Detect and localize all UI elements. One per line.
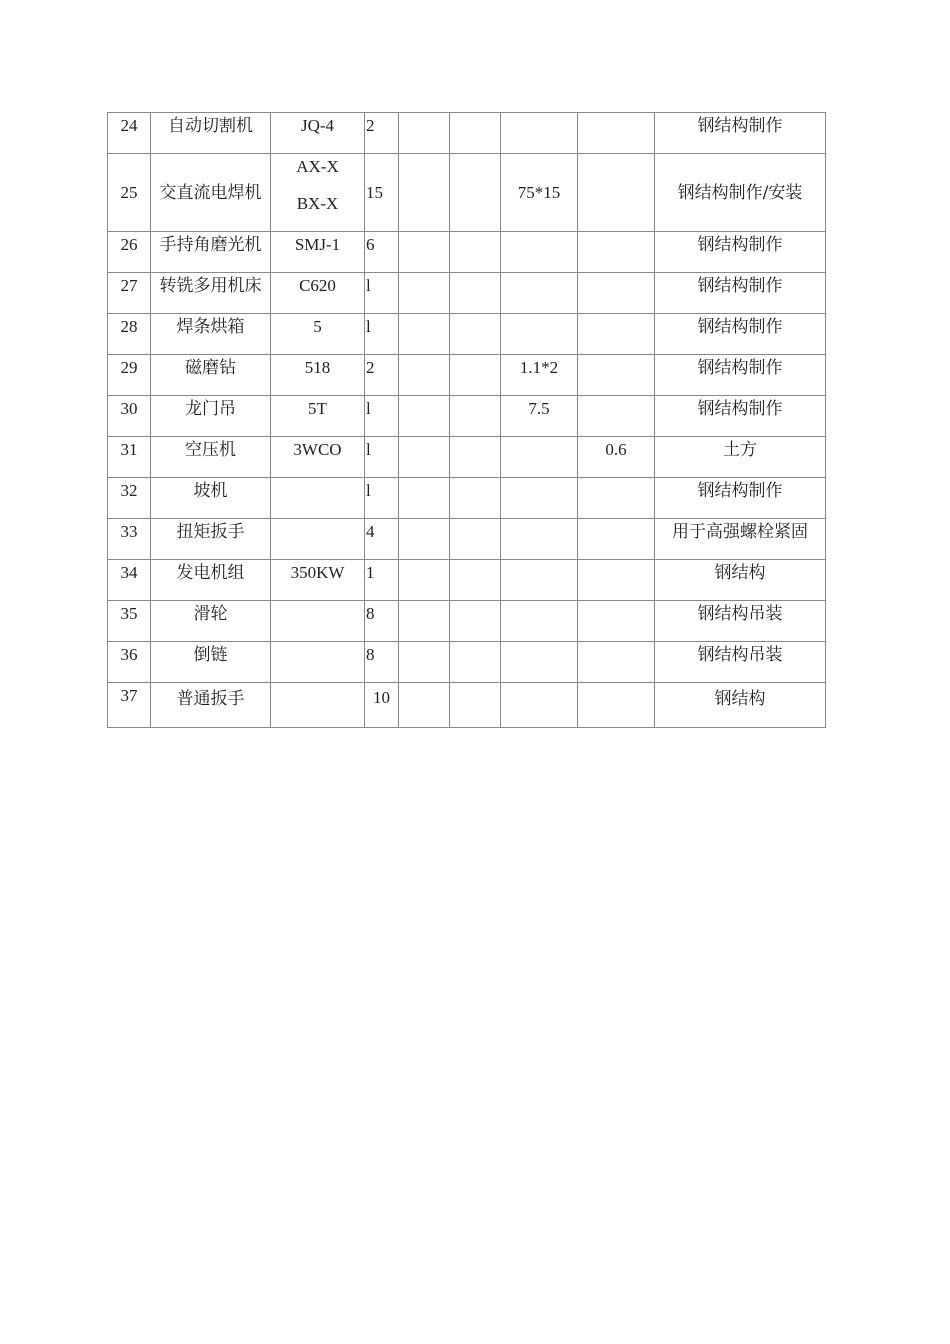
table-row — [108, 560, 826, 601]
model-text: 3WCO — [293, 440, 342, 459]
cell-equipment-name — [151, 314, 271, 355]
cell-equipment-name — [151, 642, 271, 683]
table-row — [108, 396, 826, 437]
cell-usage-text: 钢结构吊装 — [697, 645, 783, 665]
model-text: SMJ-1 — [294, 235, 341, 254]
table-row — [108, 113, 826, 154]
cell-model — [271, 601, 365, 642]
cell-equipment-name — [151, 355, 271, 396]
cell-equipment-name-text: 坡机 — [193, 481, 228, 501]
table-row — [108, 642, 826, 683]
cell-col6 — [450, 601, 501, 642]
table-row — [108, 355, 826, 396]
cell-usage-text: 钢结构制作 — [697, 235, 783, 255]
cell-equipment-name — [151, 601, 271, 642]
equipment-table — [107, 112, 826, 728]
cell-col6 — [450, 355, 501, 396]
cell-usage-text: 土方 — [723, 440, 757, 460]
cell-number-text: 26 — [120, 235, 138, 254]
cell-usage — [655, 519, 826, 560]
cell-number-text: 24 — [120, 116, 138, 135]
cell-usage — [655, 273, 826, 314]
cell-col6 — [450, 396, 501, 437]
cell-power — [501, 642, 578, 683]
cell-quantity — [365, 683, 399, 728]
cell-quantity — [365, 273, 399, 314]
cell-model — [271, 478, 365, 519]
cell-col5 — [399, 113, 450, 154]
cell-power — [501, 113, 578, 154]
cell-col6 — [450, 113, 501, 154]
table-row — [108, 478, 826, 519]
model-text: 5 — [313, 317, 322, 336]
cell-quantity — [365, 154, 399, 232]
cell-model — [271, 683, 365, 728]
cell-number — [108, 478, 151, 519]
cell-number-text: 37 — [120, 686, 138, 705]
equipment-table-body — [108, 113, 826, 728]
model-text: AX-X — [296, 157, 339, 176]
cell-usage-text: 钢结构制作 — [697, 116, 783, 136]
cell-number — [108, 314, 151, 355]
cell-usage — [655, 232, 826, 273]
cell-quantity-text: 1 — [366, 563, 375, 582]
cell-power — [501, 154, 578, 232]
cell-quantity — [365, 314, 399, 355]
cell-number-text: 27 — [120, 276, 138, 295]
cell-number — [108, 232, 151, 273]
cell-number-text: 30 — [120, 399, 138, 418]
cell-quantity — [365, 478, 399, 519]
cell-quantity-text: 15 — [366, 182, 383, 202]
cell-number-text: 31 — [120, 440, 138, 459]
model-text: 518 — [304, 358, 331, 377]
cell-quantity — [365, 560, 399, 601]
cell-equipment-name-text: 焊条烘箱 — [176, 317, 245, 337]
cell-quantity-text: 4 — [366, 522, 375, 541]
model-text: BX-X — [296, 194, 339, 213]
cell-quantity-text: 6 — [366, 235, 375, 254]
cell-col5 — [399, 273, 450, 314]
cell-number-text: 34 — [120, 563, 138, 582]
cell-usage — [655, 113, 826, 154]
cell-equipment-name-text: 滑轮 — [193, 604, 228, 624]
cell-number-text: 36 — [120, 645, 138, 664]
cell-col5 — [399, 642, 450, 683]
cell-col5 — [399, 560, 450, 601]
cell-col8 — [578, 560, 655, 601]
cell-quantity-text: 2 — [366, 116, 375, 135]
cell-power-text: 1.1*2 — [519, 358, 559, 377]
cell-number-text: 25 — [120, 182, 138, 202]
cell-usage — [655, 314, 826, 355]
cell-col6 — [450, 519, 501, 560]
cell-number — [108, 560, 151, 601]
cell-quantity-text: 8 — [366, 604, 375, 623]
cell-quantity — [365, 642, 399, 683]
cell-equipment-name-text: 自动切割机 — [168, 116, 253, 136]
cell-model — [271, 154, 365, 232]
cell-usage — [655, 478, 826, 519]
cell-power — [501, 683, 578, 728]
cell-col5 — [399, 314, 450, 355]
cell-usage-text: 钢结构制作 — [697, 399, 783, 419]
cell-usage — [655, 355, 826, 396]
cell-col6 — [450, 642, 501, 683]
table-row — [108, 232, 826, 273]
table-row — [108, 601, 826, 642]
cell-col8 — [578, 232, 655, 273]
cell-usage — [655, 560, 826, 601]
cell-quantity-text: l — [366, 276, 371, 295]
cell-equipment-name-text: 倒链 — [193, 645, 228, 665]
cell-number-text: 28 — [120, 317, 138, 336]
cell-col6 — [450, 437, 501, 478]
cell-quantity — [365, 232, 399, 273]
cell-col8 — [578, 273, 655, 314]
cell-col8 — [578, 396, 655, 437]
cell-equipment-name — [151, 273, 271, 314]
model-text: C620 — [299, 276, 336, 295]
cell-equipment-name — [151, 396, 271, 437]
cell-power — [501, 437, 578, 478]
cell-quantity-text: 10 — [373, 688, 390, 707]
cell-quantity — [365, 396, 399, 437]
cell-power — [501, 273, 578, 314]
cell-col8 — [578, 683, 655, 728]
cell-usage-text: 钢结构制作 — [697, 317, 783, 337]
cell-usage-text: 钢结构 — [714, 563, 766, 583]
cell-col8 — [578, 478, 655, 519]
cell-quantity — [365, 113, 399, 154]
cell-col5 — [399, 683, 450, 728]
cell-col6 — [450, 232, 501, 273]
cell-col8 — [578, 601, 655, 642]
cell-power — [501, 396, 578, 437]
cell-quantity-text: 8 — [366, 645, 375, 664]
cell-equipment-name — [151, 154, 271, 232]
cell-col8 — [578, 113, 655, 154]
cell-number — [108, 113, 151, 154]
cell-power — [501, 314, 578, 355]
cell-quantity-text: l — [366, 317, 371, 336]
cell-col5 — [399, 232, 450, 273]
cell-model — [271, 437, 365, 478]
cell-usage-text: 钢结构制作 — [697, 358, 783, 378]
cell-equipment-name-text: 发电机组 — [176, 563, 245, 583]
cell-col8 — [578, 355, 655, 396]
cell-col5 — [399, 154, 450, 232]
cell-col5 — [399, 478, 450, 519]
cell-model — [271, 642, 365, 683]
cell-equipment-name — [151, 478, 271, 519]
cell-quantity-text: l — [366, 481, 371, 500]
cell-col8 — [578, 154, 655, 232]
table-row — [108, 437, 826, 478]
cell-usage — [655, 642, 826, 683]
cell-quantity — [365, 519, 399, 560]
cell-col5 — [399, 437, 450, 478]
cell-number — [108, 396, 151, 437]
cell-equipment-name — [151, 437, 271, 478]
cell-col6 — [450, 314, 501, 355]
cell-usage-text: 钢结构制作 — [697, 276, 783, 296]
cell-col8 — [578, 642, 655, 683]
cell-power — [501, 601, 578, 642]
cell-equipment-name — [151, 683, 271, 728]
cell-number-text: 35 — [120, 604, 138, 623]
cell-usage — [655, 683, 826, 728]
cell-number-text: 29 — [120, 358, 138, 377]
cell-power-text: 75*15 — [517, 182, 561, 202]
cell-col5 — [399, 396, 450, 437]
cell-number-text: 32 — [120, 481, 138, 500]
cell-equipment-name-text: 普通扳手 — [176, 689, 245, 709]
table-row — [108, 519, 826, 560]
cell-col8 — [578, 314, 655, 355]
cell-usage-text: 钢结构 — [714, 689, 766, 709]
cell-quantity-text: 2 — [366, 358, 375, 377]
cell-number — [108, 154, 151, 232]
cell-col8 — [578, 437, 655, 478]
cell-usage — [655, 437, 826, 478]
cell-equipment-name — [151, 519, 271, 560]
model-text: 5T — [308, 399, 327, 418]
cell-power — [501, 355, 578, 396]
cell-equipment-name-text: 交直流电焊机 — [159, 182, 262, 203]
cell-model — [271, 355, 365, 396]
cell-model — [271, 113, 365, 154]
cell-model — [271, 560, 365, 601]
cell-col5 — [399, 601, 450, 642]
cell-equipment-name-text: 转铣多用机床 — [159, 276, 262, 296]
model-text: 350KW — [290, 563, 345, 582]
cell-col5 — [399, 519, 450, 560]
cell-equipment-name-text: 空压机 — [185, 440, 236, 460]
cell-usage — [655, 601, 826, 642]
cell-equipment-name — [151, 560, 271, 601]
cell-number — [108, 601, 151, 642]
cell-usage-text: 钢结构吊装 — [697, 604, 783, 624]
cell-power — [501, 478, 578, 519]
cell-number — [108, 355, 151, 396]
cell-equipment-name-text: 磁磨钻 — [185, 358, 236, 378]
cell-power — [501, 232, 578, 273]
table-row — [108, 273, 826, 314]
cell-col6 — [450, 683, 501, 728]
cell-equipment-name-text: 龙门吊 — [185, 399, 236, 419]
table-row — [108, 314, 826, 355]
cell-usage-text: 用于高强螺栓紧固 — [672, 522, 808, 542]
cell-col6 — [450, 273, 501, 314]
cell-number — [108, 519, 151, 560]
cell-model — [271, 519, 365, 560]
cell-usage — [655, 154, 826, 232]
cell-quantity-text: l — [366, 440, 371, 459]
cell-col5 — [399, 355, 450, 396]
cell-col6 — [450, 154, 501, 232]
cell-col6 — [450, 560, 501, 601]
cell-col8 — [578, 519, 655, 560]
cell-usage — [655, 396, 826, 437]
cell-number — [108, 273, 151, 314]
cell-quantity-text: l — [366, 399, 371, 418]
cell-power — [501, 519, 578, 560]
cell-col6 — [450, 478, 501, 519]
model-text: JQ-4 — [300, 116, 335, 135]
cell-equipment-name-text: 扭矩扳手 — [176, 522, 245, 542]
table-row — [108, 683, 826, 728]
cell-equipment-name — [151, 232, 271, 273]
cell-number-text: 33 — [120, 522, 138, 541]
cell-power-text: 7.5 — [528, 399, 550, 418]
cell-col8-text: 0.6 — [605, 440, 627, 459]
cell-power — [501, 560, 578, 601]
cell-quantity — [365, 355, 399, 396]
cell-quantity — [365, 437, 399, 478]
cell-equipment-name-text: 手持角磨光机 — [159, 235, 262, 255]
cell-usage-text: 钢结构制作 — [697, 481, 783, 501]
table-row — [108, 154, 826, 232]
cell-number — [108, 437, 151, 478]
cell-model — [271, 232, 365, 273]
cell-usage-text: 钢结构制作/安装 — [677, 182, 803, 203]
cell-equipment-name — [151, 113, 271, 154]
cell-quantity — [365, 601, 399, 642]
cell-number — [108, 683, 151, 728]
cell-model — [271, 396, 365, 437]
cell-number — [108, 642, 151, 683]
cell-model — [271, 314, 365, 355]
cell-model — [271, 273, 365, 314]
